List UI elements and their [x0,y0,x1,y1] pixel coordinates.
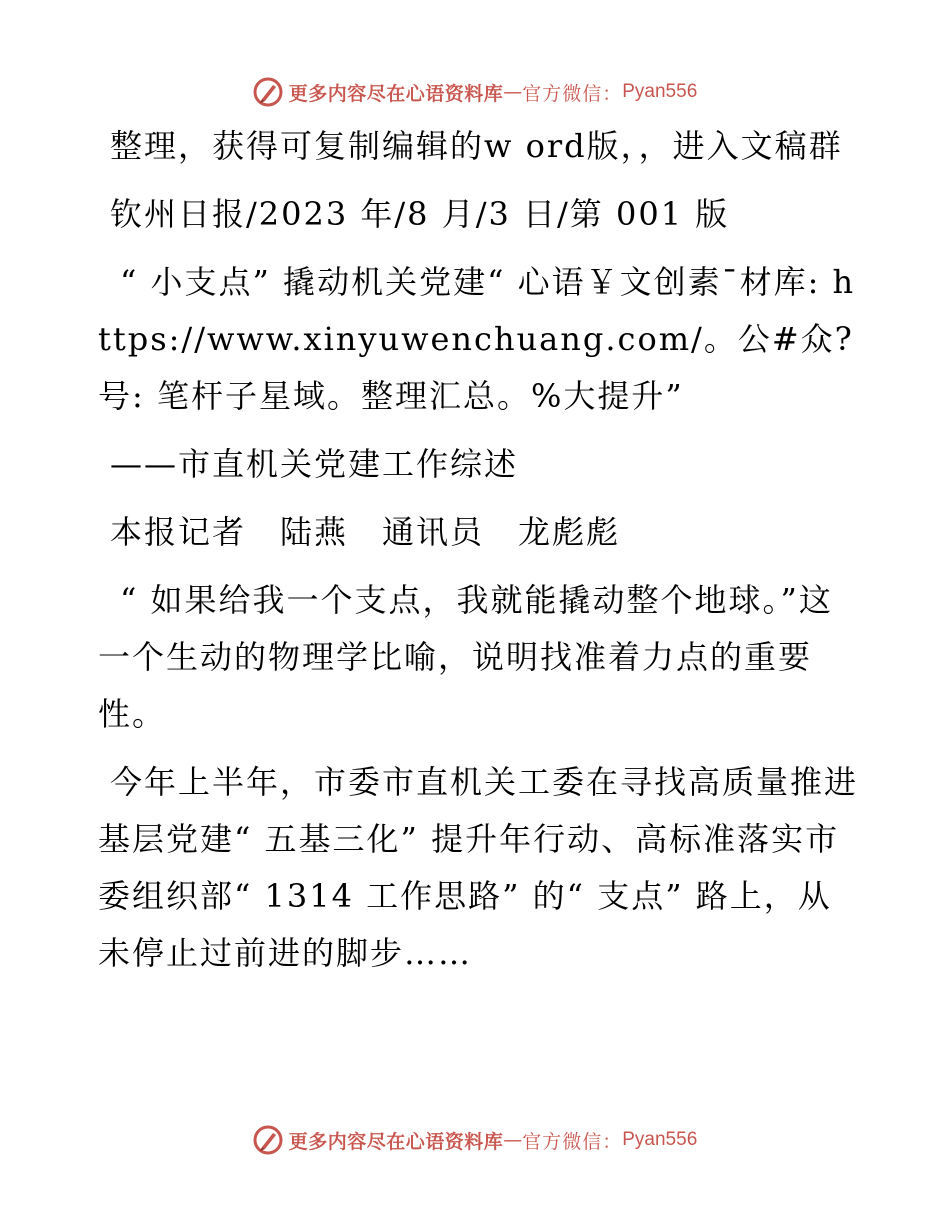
body-paragraph: 今年上半年，市委市直机关工委在寻找高质量推进基层党建“ 五基三化” 提升年行动、高标准落实市委组织部“ 1314 工作思路” 的“ 支点” 路上，从未停止过前进的脚步…… [98,763,859,972]
banner-wechat-id: Pyan556 [622,1129,698,1150]
banner-text: 更多内容尽在心语资料库 [288,82,504,105]
banner-wechat-id: Pyan556 [622,81,698,102]
banner-separator: — [503,81,523,103]
byline: 本报记者 陆燕 通讯员 龙彪彪 [110,513,621,551]
pen-logo-icon [253,1125,283,1155]
pen-logo-icon [253,77,283,107]
banner-wechat-label: 官方微信： [522,82,623,105]
header-watermark-banner [0,72,950,112]
document-body [98,118,858,993]
body-paragraph: “ 如果给我一个支点，我就能撬动整个地球。”这一个生动的物理学比喻，说明找准着力点的重要性。 [98,581,833,733]
source-line: 钦州日报/2023 年/8 月/3 日/第 001 版 [110,195,730,233]
banner-text: 更多内容尽在心语资料库 [288,1130,504,1153]
footer-watermark-banner [0,1120,950,1160]
intro-paragraph: 整理，获得可复制编辑的w ord版，，进入文稿群 [110,127,843,165]
article-title: “ 小支点” 撬动机关党建“ 心语￥文创素¯材库: https://www.xinyuwenchuang.com/。公#众?号: 笔杆子星域。整理汇总。%大提升” [98,263,856,415]
banner-wechat-label: 官方微信： [522,1130,623,1153]
banner-separator: — [503,1129,523,1151]
article-subtitle: ——市直机关党建工作综述 [110,445,519,483]
